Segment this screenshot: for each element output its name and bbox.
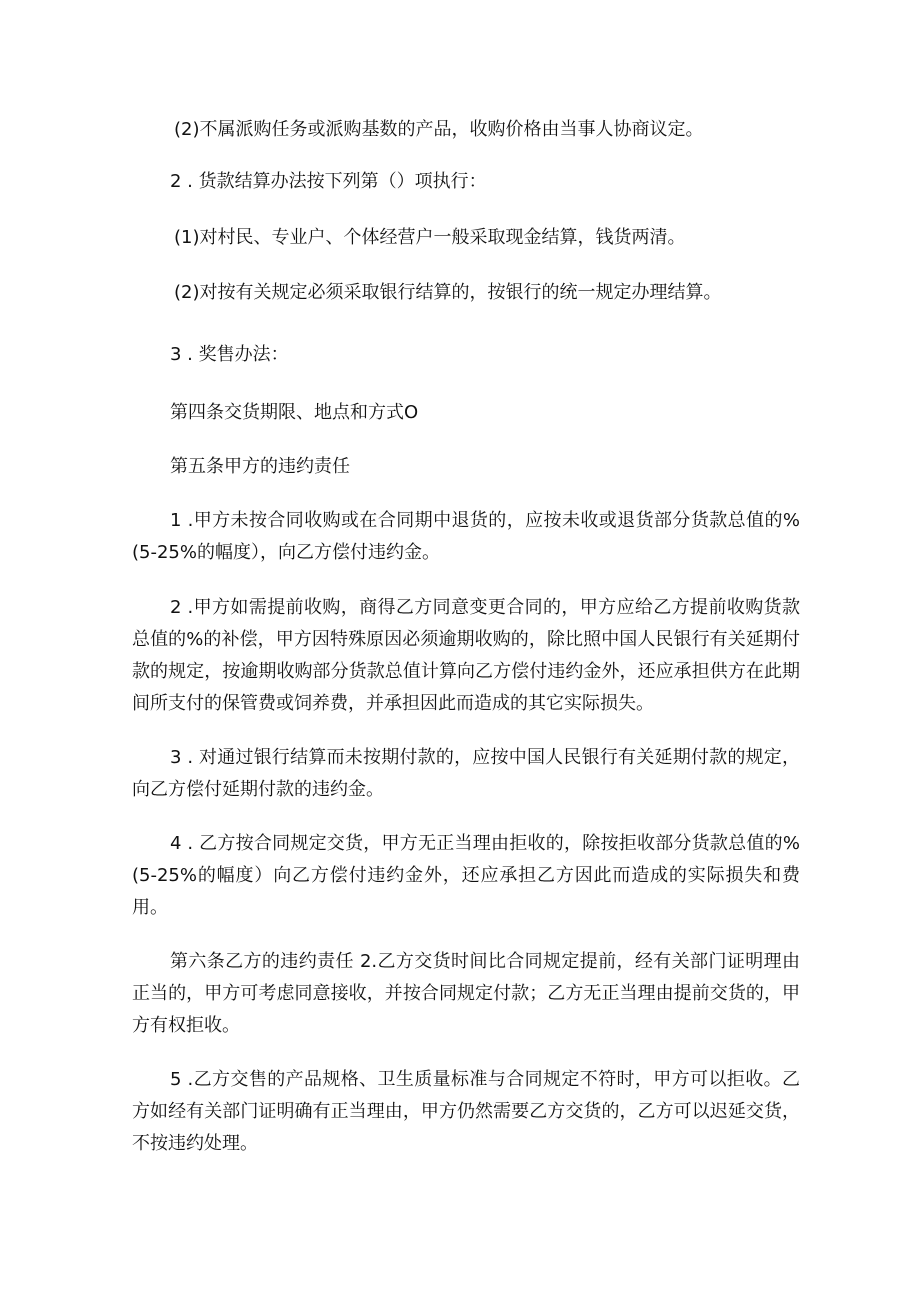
paragraph-buyer-liability-2: 2 .甲方如需提前收购，商得乙方同意变更合同的，甲方应给乙方提前收购货款总值的%的补偿，甲方因特殊原因必须逾期收购的，除比照中国人民银行有关延期付款的规定，按逾期收购部分货款总值计算向乙方偿付违约金外，还应承担供方在此期间所支付的保管费或饲养费，并承担因此而造成的其它实际损失。 — [132, 597, 800, 714]
paragraph-buyer-liability-1: 1 .甲方未按合同收购或在合同期中退货的，应按未收或退货部分货款总值的%(5-25%的幅度），向乙方偿付违约金。 — [132, 510, 800, 563]
paragraph-buyer-liability-4: 4 . 乙方按合同规定交货，甲方无正当理由拒收的，除按拒收部分货款总值的%(5-25%的幅度）向乙方偿付违约金外，还应承担乙方因此而造成的实际损失和费用。 — [132, 833, 800, 918]
paragraph-sales-reward: 3 . 奖售办法： — [170, 344, 289, 365]
paragraph-buyer-liability-3: 3 . 对通过银行结算而未按期付款的，应按中国人民银行有关延期付款的规定，向乙方偿付延期付款的违约金。 — [132, 747, 800, 800]
heading-article-four: 第四条交货期限、地点和方式O — [170, 402, 419, 423]
paragraph-seller-liability-5: 5 .乙方交售的产品规格、卫生质量标准与合同规定不符时，甲方可以拒收。乙方如经有关部门证明确有正当理由，甲方仍然需要乙方交货的，乙方可以迟延交货，不按违约处理。 — [132, 1069, 800, 1154]
paragraph-cash-settlement: (1)对村民、专业户、个体经营户一般采取现金结算，钱货两清。 — [174, 227, 686, 248]
heading-article-five: 第五条甲方的违约责任 — [170, 456, 350, 477]
paragraph-price-negotiation: (2)不属派购任务或派购基数的产品，收购价格由当事人协商议定。 — [174, 119, 704, 140]
paragraph-seller-liability: 第六条乙方的违约责任 2.乙方交货时间比合同规定提前，经有关部门证明理由正当的，甲方可考虑同意接收，并按合同规定付款；乙方无正当理由提前交货的，甲方有权拒收。 — [132, 951, 800, 1036]
paragraph-settlement-method: 2 . 货款结算办法按下列第（）项执行： — [170, 171, 487, 192]
paragraph-bank-settlement: (2)对按有关规定必须采取银行结算的，按银行的统一规定办理结算。 — [174, 282, 722, 303]
